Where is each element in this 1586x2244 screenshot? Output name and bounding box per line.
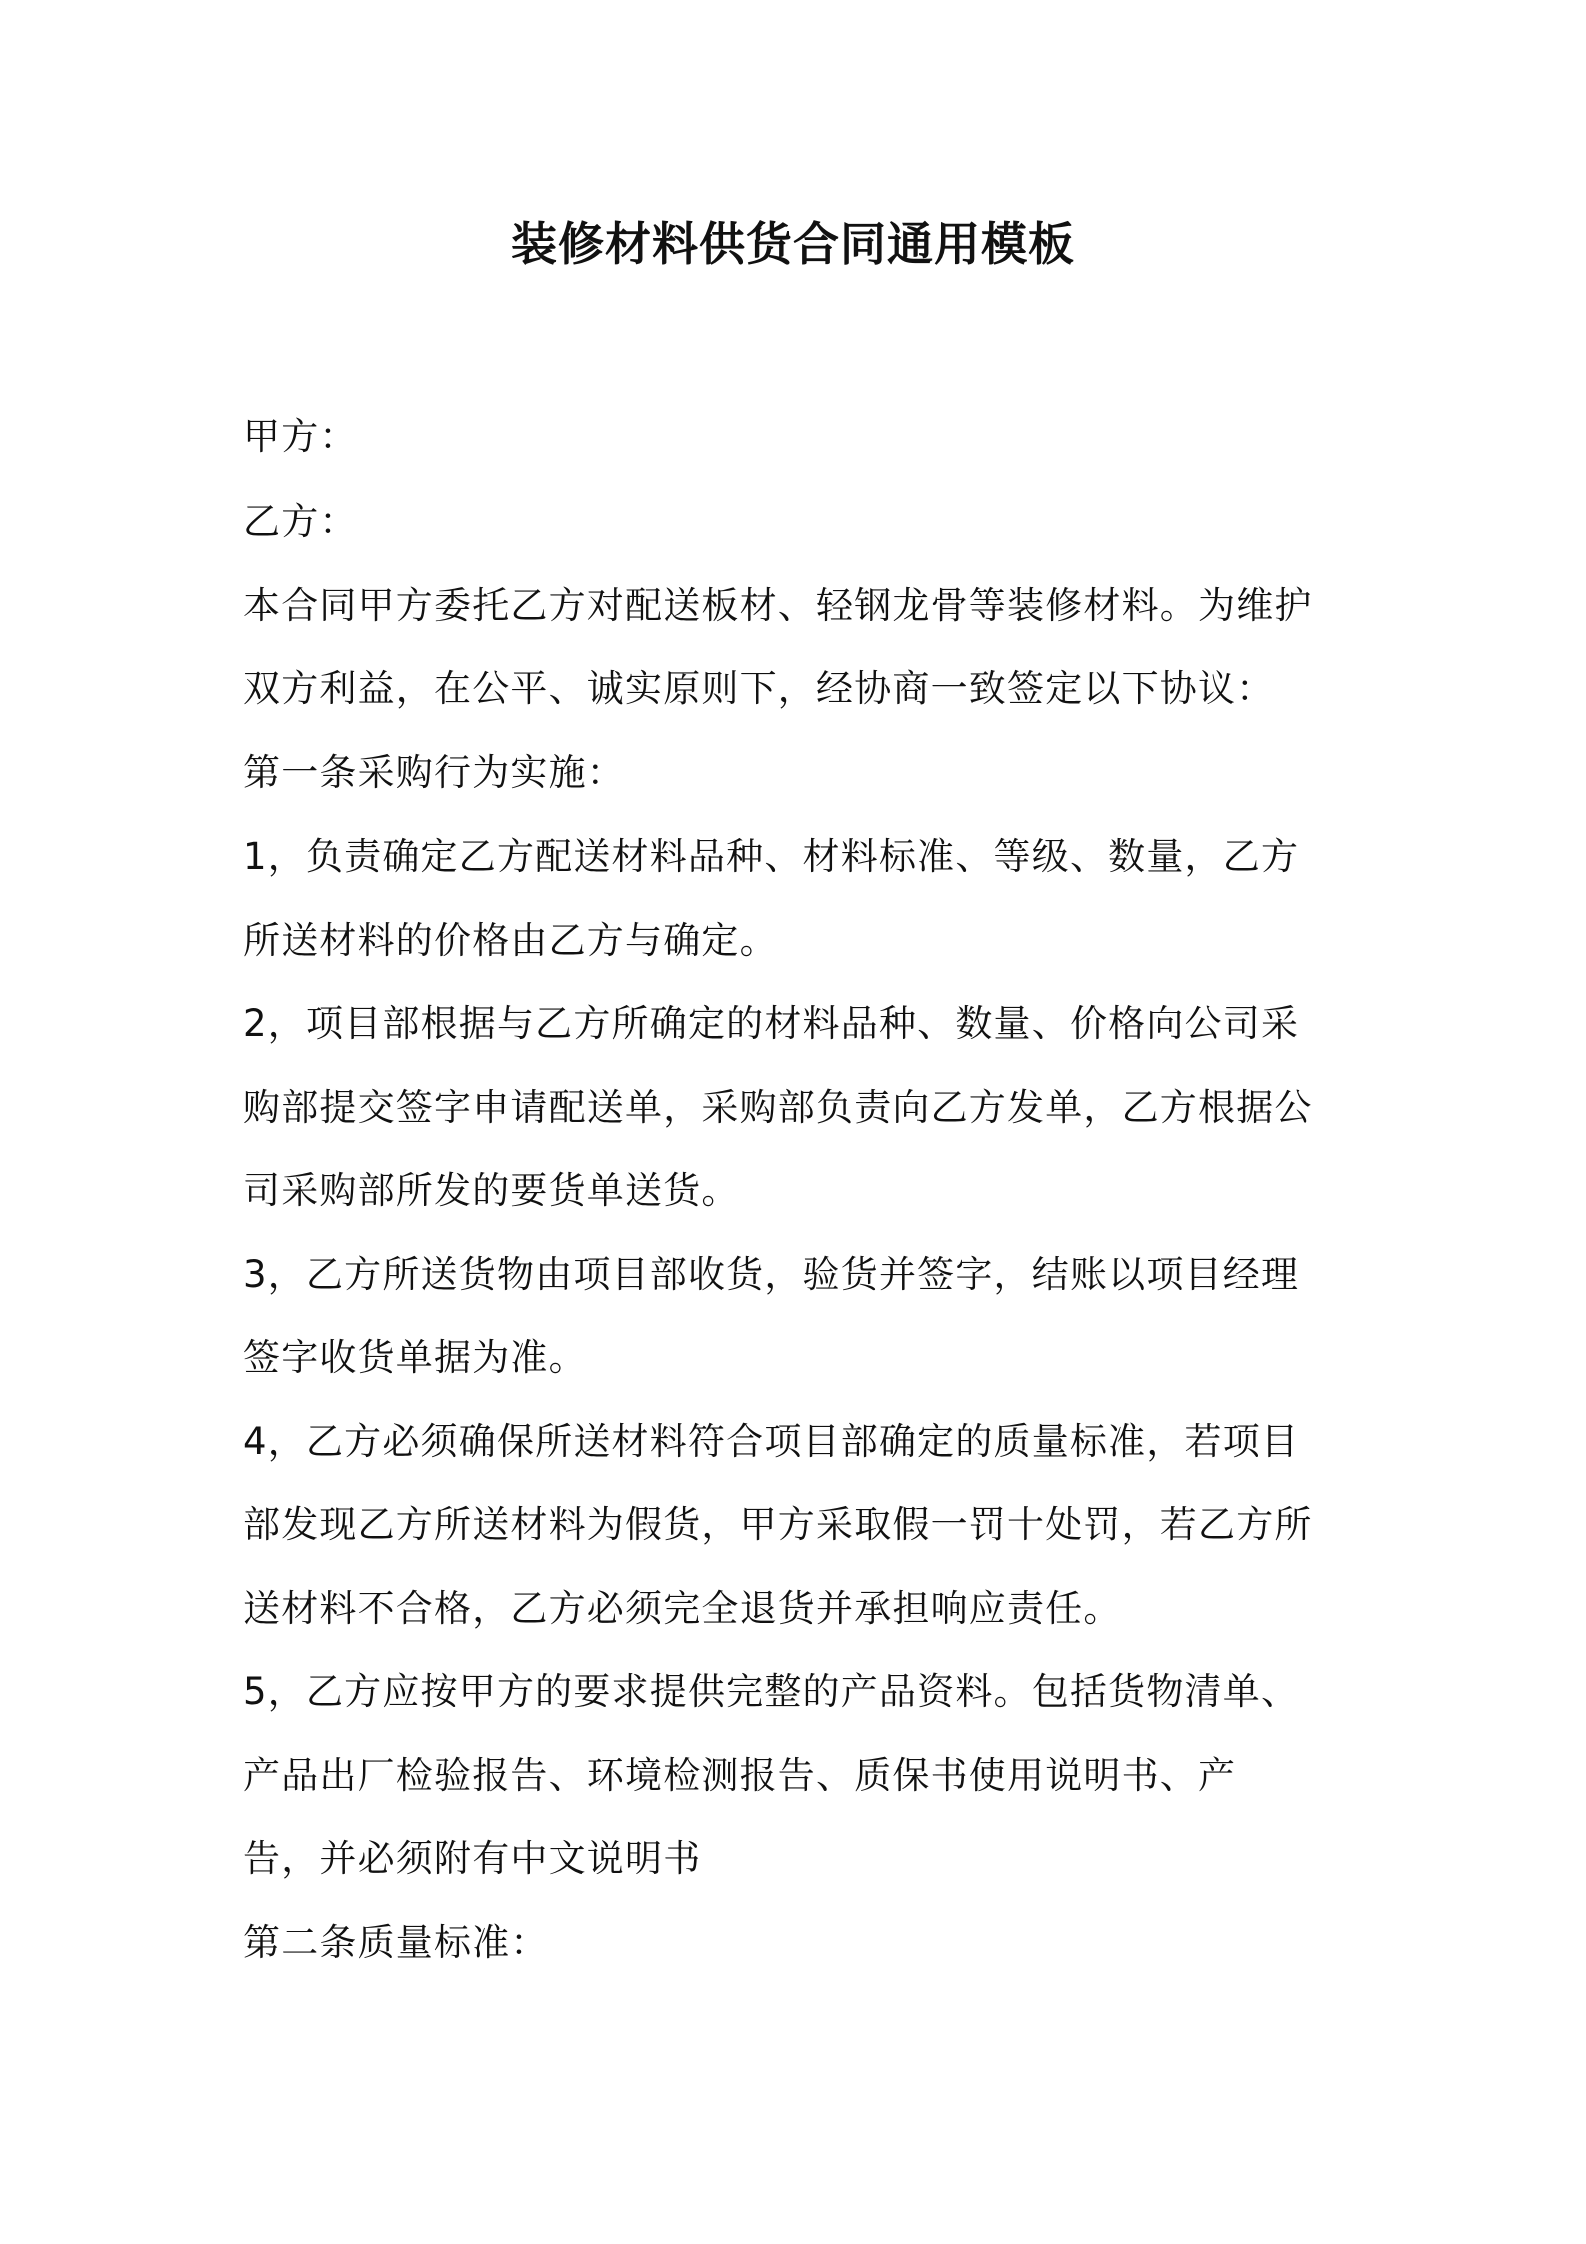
clause-4-line: 部发现乙方所送材料为假货，甲方采取假一罚十处罚，若乙方所 [243,1503,1313,1546]
party-b-label: 乙方： [243,500,358,543]
clause-5-line: 告，并必须附有中文说明书 [243,1837,702,1880]
party-a-label: 甲方： [243,415,358,458]
clause-1-line: 所送材料的价格由乙方与确定。 [243,919,778,962]
clause-5-line: 5，乙方应按甲方的要求提供完整的产品资料。包括货物清单、 [243,1670,1300,1713]
article-2-heading: 第二条质量标准： [243,1921,549,1964]
intro-line: 双方利益，在公平、诚实原则下，经协商一致签定以下协议： [243,667,1275,710]
clause-4-line: 送材料不合格，乙方必须完全退货并承担响应责任。 [243,1587,1122,1630]
clause-4-line: 4，乙方必须确保所送材料符合项目部确定的质量标准，若项目 [243,1420,1300,1463]
clause-2-line: 司采购部所发的要货单送货。 [243,1169,740,1212]
article-1-heading: 第一条采购行为实施： [243,751,625,794]
clause-5-line: 产品出厂检验报告、环境检测报告、质保书使用说明书、产 [243,1754,1237,1797]
clause-2-line: 购部提交签字申请配送单，采购部负责向乙方发单，乙方根据公 [243,1086,1313,1129]
document-title: 装修材料供货合同通用模板 [511,217,1075,271]
intro-line: 本合同甲方委托乙方对配送板材、轻钢龙骨等装修材料。为维护 [243,584,1313,627]
clause-1-line: 1，负责确定乙方配送材料品种、材料标准、等级、数量，乙方 [243,835,1300,878]
clause-2-line: 2，项目部根据与乙方所确定的材料品种、数量、价格向公司采 [243,1002,1300,1045]
clause-3-line: 3，乙方所送货物由项目部收货，验货并签字，结账以项目经理 [243,1253,1300,1296]
clause-3-line: 签字收货单据为准。 [243,1336,587,1379]
